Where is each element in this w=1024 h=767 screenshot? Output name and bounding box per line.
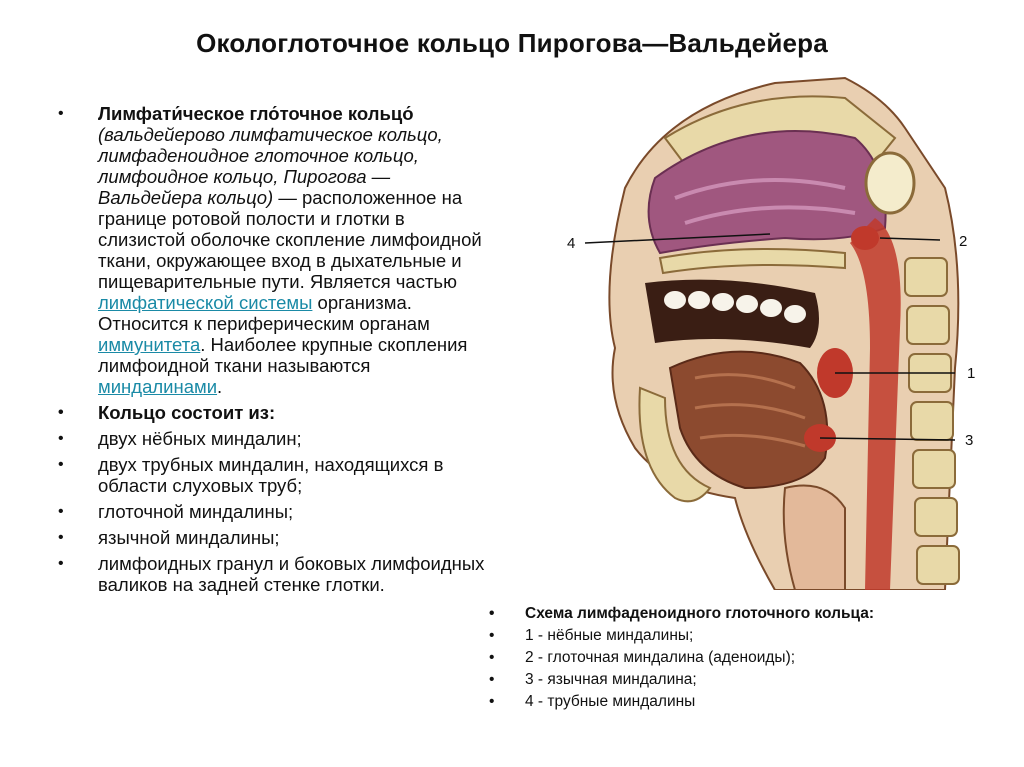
link-immunity[interactable]: иммунитета	[98, 334, 201, 355]
diagram-label-4: 4	[567, 235, 576, 252]
anatomy-diagram	[545, 68, 1015, 590]
caption-item: • 2 - глоточная миндалина (аденоиды);	[489, 647, 999, 669]
composition-heading: • Кольцо состоит из:	[58, 402, 488, 423]
diagram-label-2: 2	[959, 233, 968, 250]
caption-item: • 1 - нёбные миндалины;	[489, 625, 999, 647]
larynx	[784, 486, 845, 591]
composition-item: • двух трубных миндалин, находящихся в области слуховых труб;	[58, 454, 488, 496]
composition-item: • глоточной миндалины;	[58, 501, 488, 522]
intro-text-3: . Наиболее крупные скопления лимфоидной ткани называются	[98, 334, 468, 376]
main-text-column	[58, 103, 488, 600]
intro-text-1: — расположенное на границе ротовой полости и глотки в слизистой оболочке скопление лимфоидной ткани, окружающее вход в дыхательные и пищеварительные пути. Является частью	[98, 187, 482, 292]
link-lymphatic-system[interactable]: лимфатической системы	[98, 292, 313, 313]
caption-heading: • Схема лимфаденоидного глоточного кольца:	[489, 603, 999, 625]
page-title: Окологлоточное кольцо Пирогова—Вальдейера	[196, 28, 828, 58]
pharyngeal-tonsil	[851, 226, 879, 250]
sphenoid-sinus	[866, 153, 914, 213]
composition-item: • двух нёбных миндалин;	[58, 428, 488, 449]
diagram-caption	[489, 603, 999, 713]
intro-synonyms: (вальдейерово лимфатическое кольцо, лимфаденоидное глоточное кольцо, лимфоидное кольцо, Пирогова — Вальдейера кольцо)	[98, 124, 443, 208]
diagram-label-1: 1	[967, 365, 976, 382]
composition-item: • язычной миндалины;	[58, 527, 488, 548]
intro-text-4: .	[217, 376, 223, 397]
diagram-label-3: 3	[965, 432, 974, 449]
intro-text-2: организма. Относится к периферическим органам	[98, 292, 430, 334]
link-tonsils[interactable]: миндалинами	[98, 376, 218, 397]
caption-item: • 4 - трубные миндалины	[489, 691, 999, 713]
intro-paragraph	[58, 103, 488, 397]
intro-term: Лимфати́ческое гло́точное кольцо́	[98, 103, 414, 124]
head-sagittal-section-illustration	[545, 68, 1015, 590]
composition-item: • лимфоидных гранул и боковых лимфоидных валиков на задней стенке глотки.	[58, 553, 488, 595]
caption-item: • 3 - язычная миндалина;	[489, 669, 999, 691]
